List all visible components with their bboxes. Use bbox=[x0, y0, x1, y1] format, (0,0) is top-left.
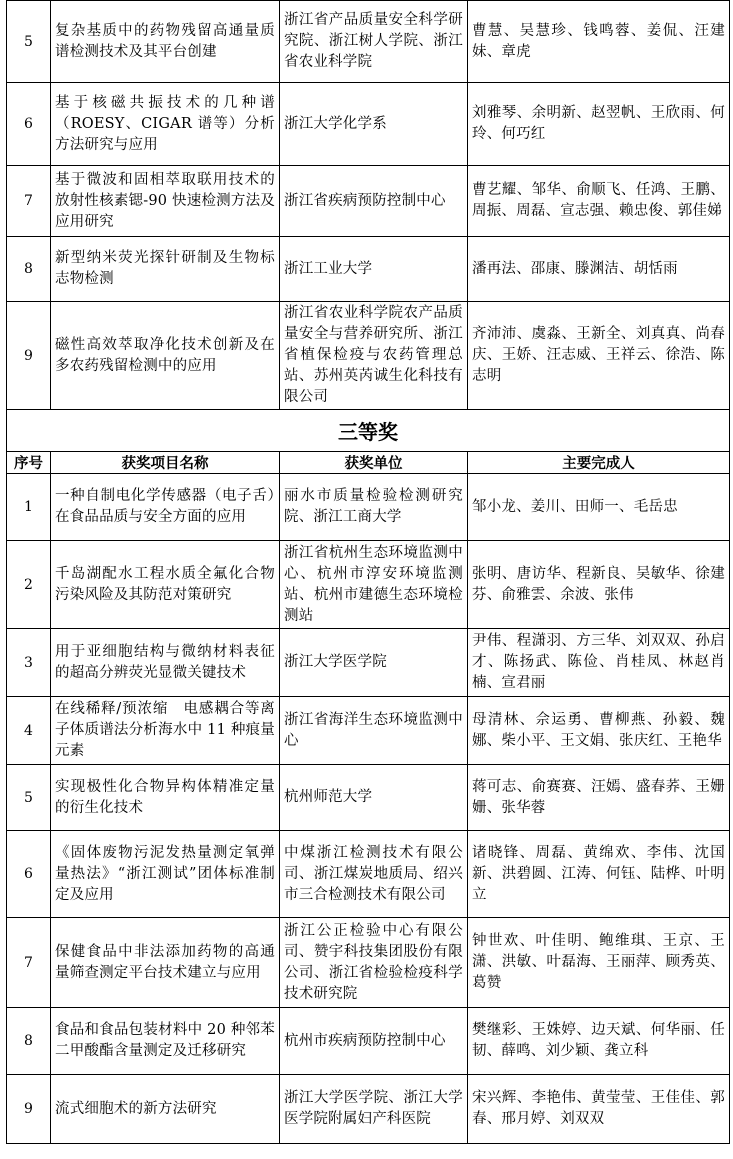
third-prize-section bbox=[7, 410, 730, 1144]
table-row bbox=[7, 697, 730, 765]
main-persons: 钟世欢、叶佳明、鲍维琪、王京、王潇、洪敏、叶磊海、王丽萍、顾秀英、葛赞 bbox=[468, 918, 730, 1008]
row-number: 8 bbox=[7, 1008, 51, 1075]
award-unit: 浙江大学医学院 bbox=[280, 629, 468, 697]
project-name: 磁性高效萃取净化技术创新及在多农药残留检测中的应用 bbox=[51, 302, 280, 410]
table-row bbox=[7, 918, 730, 1008]
main-persons: 曹慧、吴慧珍、钱鸣蓉、姜侃、汪建妹、章虎 bbox=[468, 1, 730, 83]
project-name: 流式细胞术的新方法研究 bbox=[51, 1075, 280, 1144]
award-unit: 浙江大学化学系 bbox=[280, 83, 468, 166]
table-row bbox=[7, 302, 730, 410]
table-row bbox=[7, 629, 730, 697]
table-row bbox=[7, 831, 730, 918]
award-unit: 浙江工业大学 bbox=[280, 237, 468, 302]
upper-rows bbox=[7, 1, 730, 410]
row-number: 2 bbox=[7, 541, 51, 629]
main-persons: 母清林、佘运勇、曹柳燕、孙毅、魏娜、柴小平、王文娟、张庆红、王艳华 bbox=[468, 697, 730, 765]
award-unit: 浙江省疾病预防控制中心 bbox=[280, 166, 468, 237]
project-name: 千岛湖配水工程水质全氟化合物污染风险及其防范对策研究 bbox=[51, 541, 280, 629]
project-name: 基于核磁共振技术的几种谱（ROESY、CIGAR 谱等）分析方法研究与应用 bbox=[51, 83, 280, 166]
award-unit: 浙江省海洋生态环境监测中心 bbox=[280, 697, 468, 765]
row-number: 5 bbox=[7, 1, 51, 83]
section-title-row bbox=[7, 410, 730, 452]
row-number: 6 bbox=[7, 83, 51, 166]
award-unit: 浙江省杭州生态环境监测中心、杭州市淳安环境监测站、杭州市建德生态环境检测站 bbox=[280, 541, 468, 629]
row-number: 9 bbox=[7, 302, 51, 410]
award-unit: 浙江公正检验中心有限公司、赞宇科技集团股份有限公司、浙江省检验检疫科学技术研究院 bbox=[280, 918, 468, 1008]
main-persons: 樊继彩、王姝婷、边天斌、何华丽、任韧、薛鸣、刘少颖、龚立科 bbox=[468, 1008, 730, 1075]
project-name: 食品和食品包装材料中 20 种邻苯二甲酸酯含量测定及迁移研究 bbox=[51, 1008, 280, 1075]
header-unit: 获奖单位 bbox=[280, 452, 468, 474]
main-persons: 邹小龙、姜川、田师一、毛岳忠 bbox=[468, 474, 730, 541]
table-row bbox=[7, 83, 730, 166]
award-unit: 杭州市疾病预防控制中心 bbox=[280, 1008, 468, 1075]
row-number: 7 bbox=[7, 166, 51, 237]
project-name: 《固体废物污泥发热量测定氧弹量热法》“浙江测试”团体标准制定及应用 bbox=[51, 831, 280, 918]
project-name: 实现极性化合物异构体精准定量的衍生化技术 bbox=[51, 765, 280, 831]
table-row bbox=[7, 541, 730, 629]
award-unit: 浙江省农业科学院农产品质量安全与营养研究所、浙江省植保检疫与农药管理总站、苏州英芮诚生化科技有限公司 bbox=[280, 302, 468, 410]
award-unit: 杭州师范大学 bbox=[280, 765, 468, 831]
project-name: 用于亚细胞结构与微纳材料表征的超高分辨荧光显微关键技术 bbox=[51, 629, 280, 697]
row-number: 1 bbox=[7, 474, 51, 541]
project-name: 保健食品中非法添加药物的高通量筛查测定平台技术建立与应用 bbox=[51, 918, 280, 1008]
row-number: 4 bbox=[7, 697, 51, 765]
row-number: 7 bbox=[7, 918, 51, 1008]
table-row bbox=[7, 1, 730, 83]
table-row bbox=[7, 1008, 730, 1075]
row-number: 5 bbox=[7, 765, 51, 831]
row-number: 3 bbox=[7, 629, 51, 697]
table-row bbox=[7, 765, 730, 831]
main-persons: 齐沛沛、虞淼、王新全、刘真真、尚春庆、王娇、汪志威、王祥云、徐浩、陈志明 bbox=[468, 302, 730, 410]
award-table bbox=[6, 0, 730, 1144]
row-number: 8 bbox=[7, 237, 51, 302]
project-name: 复杂基质中的药物残留高通量质谱检测技术及其平台创建 bbox=[51, 1, 280, 83]
header-project: 获奖项目名称 bbox=[51, 452, 280, 474]
table-row bbox=[7, 1075, 730, 1144]
header-no: 序号 bbox=[7, 452, 51, 474]
table-row bbox=[7, 474, 730, 541]
main-persons: 潘再法、邵康、滕渊洁、胡恬雨 bbox=[468, 237, 730, 302]
section-title: 三等奖 bbox=[7, 410, 730, 452]
project-name: 新型纳米荧光探针研制及生物标志物检测 bbox=[51, 237, 280, 302]
award-unit: 中煤浙江检测技术有限公司、浙江煤炭地质局、绍兴市三合检测技术有限公司 bbox=[280, 831, 468, 918]
project-name: 一种自制电化学传感器（电子舌）在食品品质与安全方面的应用 bbox=[51, 474, 280, 541]
table-row bbox=[7, 237, 730, 302]
award-unit: 浙江大学医学院、浙江大学医学院附属妇产科医院 bbox=[280, 1075, 468, 1144]
main-persons: 曹艺耀、邹华、俞顺飞、任鸿、王鹏、周振、周磊、宣志强、赖忠俊、郭佳娣 bbox=[468, 166, 730, 237]
header-row bbox=[7, 452, 730, 474]
project-name: 基于微波和固相萃取联用技术的放射性核素锶-90 快速检测方法及应用研究 bbox=[51, 166, 280, 237]
main-persons: 张明、唐访华、程新良、吴敏华、徐建芬、俞雅雲、余波、张伟 bbox=[468, 541, 730, 629]
header-persons: 主要完成人 bbox=[468, 452, 730, 474]
award-unit: 浙江省产品质量安全科学研究院、浙江树人学院、浙江省农业科学院 bbox=[280, 1, 468, 83]
main-persons: 尹伟、程潇羽、方三华、刘双双、孙启才、陈扬武、陈俭、肖桂凤、林赵肖楠、宣君丽 bbox=[468, 629, 730, 697]
main-persons: 诸晓锋、周磊、黄绵欢、李伟、沈国新、洪碧圆、江涛、何钰、陆桦、叶明立 bbox=[468, 831, 730, 918]
row-number: 6 bbox=[7, 831, 51, 918]
award-unit: 丽水市质量检验检测研究院、浙江工商大学 bbox=[280, 474, 468, 541]
table-row bbox=[7, 166, 730, 237]
main-persons: 宋兴辉、李艳伟、黄莹莹、王佳佳、郭春、邢月婷、刘双双 bbox=[468, 1075, 730, 1144]
main-persons: 刘雅琴、余明新、赵翌帆、王欣雨、何玲、何巧红 bbox=[468, 83, 730, 166]
row-number: 9 bbox=[7, 1075, 51, 1144]
project-name: 在线稀释/预浓缩 电感耦合等离子体质谱法分析海水中 11 种痕量元素 bbox=[51, 697, 280, 765]
main-persons: 蒋可志、俞赛赛、汪嫣、盛春荞、王姗姗、张华蓉 bbox=[468, 765, 730, 831]
